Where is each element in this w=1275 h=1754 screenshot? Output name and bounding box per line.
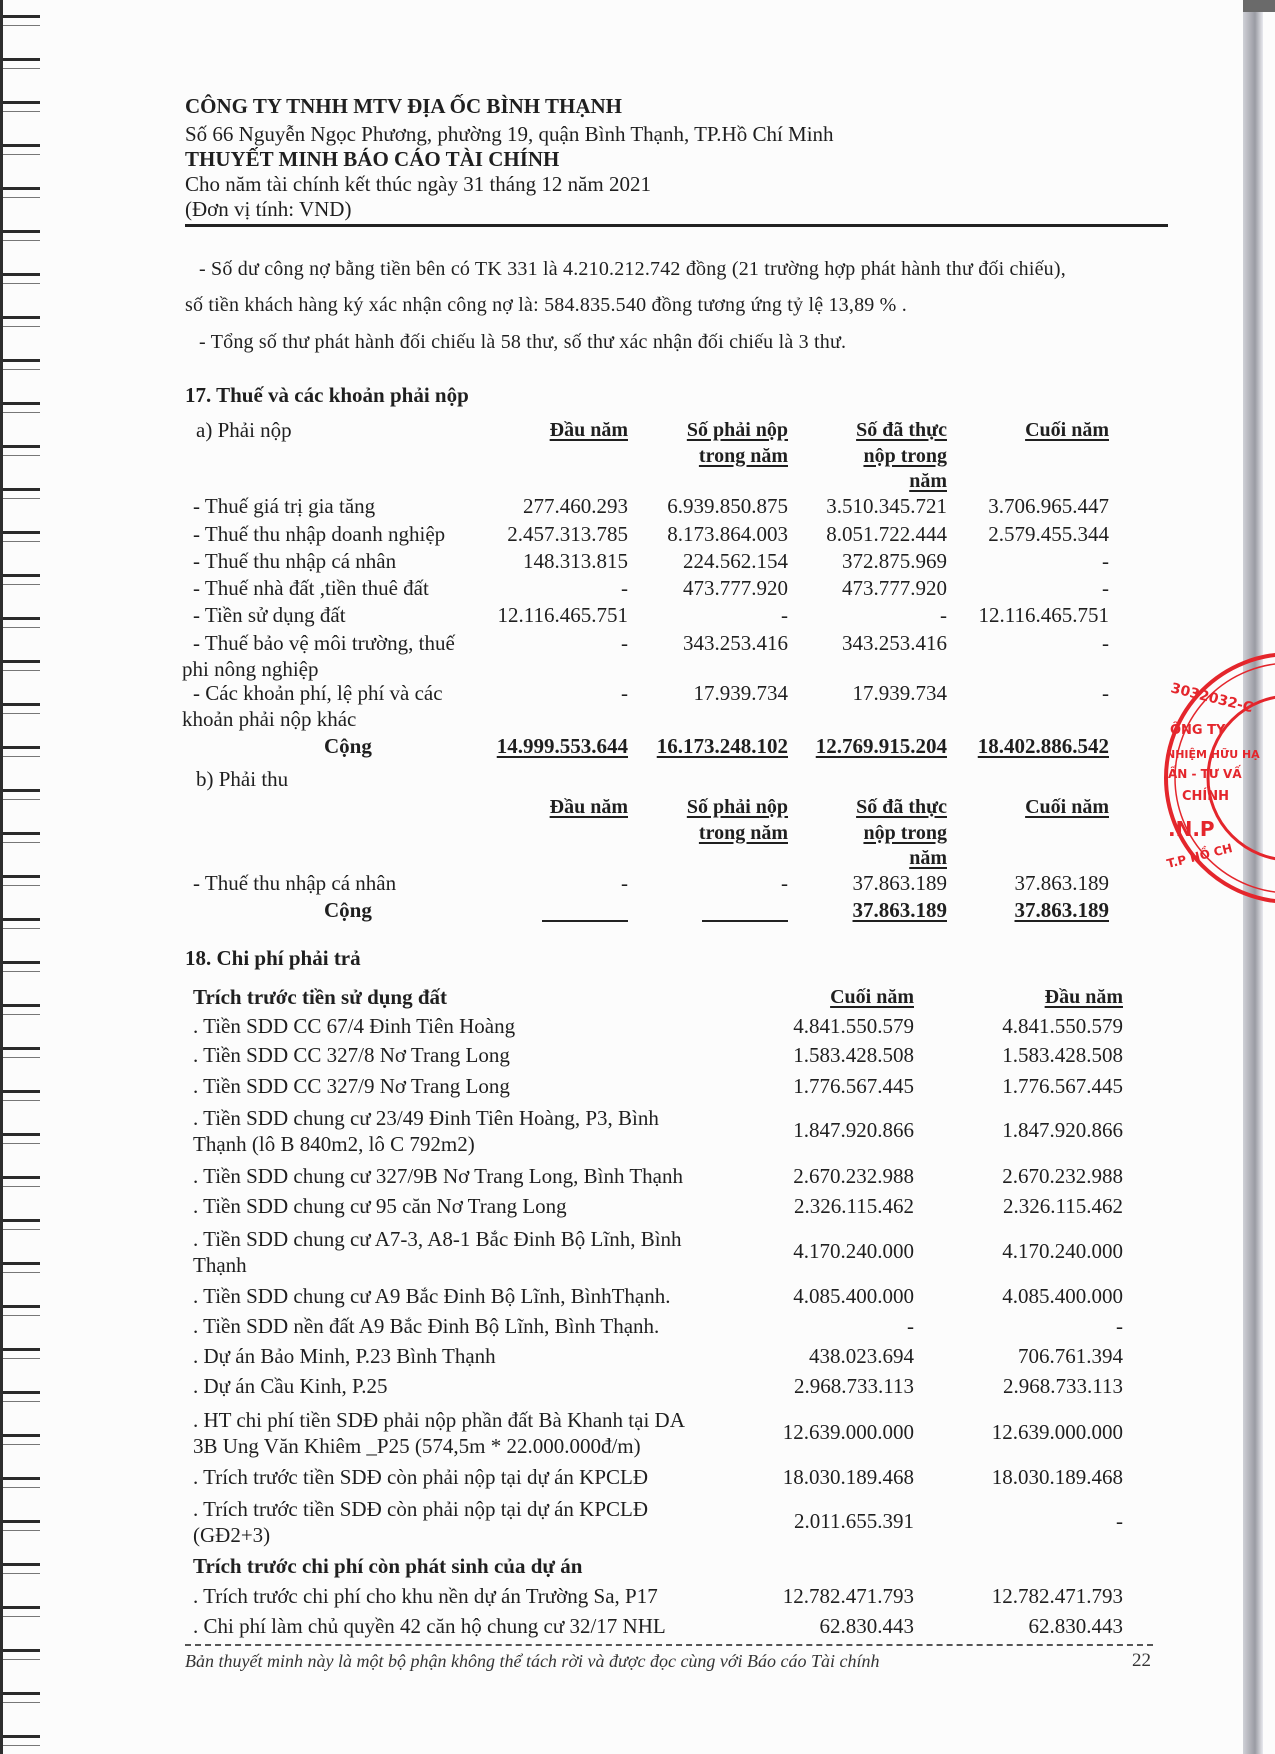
table-row bbox=[0, 871, 1243, 896]
total-label: Cộng bbox=[324, 898, 372, 922]
row-label: . Dự án Bảo Minh, P.23 Bình Thạnh bbox=[193, 1344, 496, 1368]
cell-value: 473.777.920 bbox=[683, 576, 788, 600]
group-heading: Trích trước chi phí còn phát sinh của dự án bbox=[193, 1554, 583, 1578]
seal-text: CHÍNH bbox=[1182, 789, 1230, 804]
table-row bbox=[0, 1314, 1243, 1339]
report-period: Cho năm tài chính kết thúc ngày 31 tháng 12 năm 2021 bbox=[185, 172, 651, 196]
row-label: . Tiền SDD chung cư A7-3, A8-1 Bắc Đinh Bộ Lĩnh, Bình Thạnh bbox=[193, 1227, 682, 1277]
row-label: . Tiền SDD CC 327/9 Nơ Trang Long bbox=[193, 1074, 510, 1098]
row-label: . Trích trước tiền SDĐ còn phải nộp tại dự án KPCLĐ bbox=[193, 1465, 649, 1489]
table-row bbox=[0, 1164, 1243, 1189]
column-header-paid-in-year: Số đã thực nộp trong năm bbox=[856, 796, 947, 869]
seal-text: .N.P bbox=[1168, 817, 1215, 841]
cell-value: 4.170.240.000 bbox=[1002, 1239, 1123, 1263]
column-header-opening: Đầu năm bbox=[549, 419, 628, 441]
table-row bbox=[0, 1408, 1243, 1458]
seal-text: ÔNG TY bbox=[1170, 723, 1226, 738]
seal-text: T.P HỒ CH bbox=[1165, 841, 1234, 871]
table-header-row bbox=[0, 985, 1243, 1010]
row-label: . Tiền SDD nền đất A9 Bắc Đinh Bộ Lĩnh, Bình Thạnh. bbox=[193, 1314, 660, 1338]
cell-value: 12.116.465.751 bbox=[497, 603, 628, 627]
cell-value: - bbox=[781, 603, 788, 627]
table-row bbox=[0, 576, 1243, 601]
cell-value: 17.939.734 bbox=[852, 681, 947, 705]
cell-value: 4.841.550.579 bbox=[793, 1014, 914, 1038]
row-label: - Thuế nhà đất ,tiền thuê đất bbox=[193, 576, 429, 600]
row-label: . Tiền SDD chung cư 95 căn Nơ Trang Long bbox=[193, 1194, 567, 1218]
page-number: 22 bbox=[1132, 1650, 1151, 1671]
cell-value: - bbox=[621, 631, 628, 655]
cell-value: 148.313.815 bbox=[523, 549, 628, 573]
cell-value: - bbox=[907, 1314, 914, 1338]
intro-paragraph: - Số dư công nợ bằng tiền bên có TK 331 là 4.210.212.742 đồng (21 trường hợp phát hành thư đối chiếu), bbox=[199, 258, 1066, 280]
column-header-payable-in-year: Số phải nộp trong năm bbox=[686, 796, 788, 844]
table-row bbox=[0, 1284, 1243, 1309]
cell-value: 2.011.655.391 bbox=[794, 1509, 914, 1533]
cell-value: 8.173.864.003 bbox=[667, 522, 788, 546]
row-label: - Tiền sử dụng đất bbox=[193, 603, 346, 627]
row-label: . Dự án Cầu Kinh, P.25 bbox=[193, 1374, 388, 1398]
cell-value: 2.579.455.344 bbox=[988, 522, 1109, 546]
cell-value: - bbox=[621, 576, 628, 600]
seal-text: NHIỆM HỮU HẠ bbox=[1166, 748, 1260, 761]
intro-paragraph: - Tổng số thư phát hành đối chiếu là 58 thư, số thư xác nhận đối chiếu là 3 thư. bbox=[199, 331, 847, 353]
table-row bbox=[0, 603, 1243, 628]
cell-value: 17.939.734 bbox=[693, 681, 788, 705]
table-total-row bbox=[0, 898, 1243, 923]
cell-value: 706.761.394 bbox=[1018, 1344, 1123, 1368]
row-label: . Tiền SDD CC 67/4 Đinh Tiên Hoàng bbox=[193, 1014, 516, 1038]
total-value: 16.173.248.102 bbox=[656, 734, 788, 758]
seal-text: ẤN - TƯ VẤ bbox=[1168, 767, 1242, 781]
seal-graphic bbox=[1140, 650, 1260, 900]
footer-note: Bản thuyết minh này là một bộ phận không thể tách rời và được đọc cùng với Báo cáo Tài chính bbox=[185, 1651, 880, 1671]
table-header-row bbox=[0, 418, 1243, 492]
cell-value: 12.116.465.751 bbox=[978, 603, 1109, 627]
table-row bbox=[0, 1194, 1243, 1219]
row-label: - Thuế thu nhập cá nhân bbox=[193, 549, 397, 573]
column-header-opening: Đầu năm bbox=[1044, 986, 1123, 1008]
cell-value: 62.830.443 bbox=[819, 1614, 914, 1638]
cell-value: 4.085.400.000 bbox=[1002, 1284, 1123, 1308]
company-name: CÔNG TY TNHH MTV ĐỊA ỐC BÌNH THẠNH bbox=[185, 94, 622, 118]
cell-value: 2.457.313.785 bbox=[507, 522, 628, 546]
row-label: - Thuế thu nhập cá nhân bbox=[193, 871, 397, 895]
cell-value: 2.326.115.462 bbox=[1003, 1194, 1123, 1218]
cell-value: 12.639.000.000 bbox=[782, 1420, 914, 1444]
cell-value: 8.051.722.444 bbox=[826, 522, 947, 546]
cell-value: 62.830.443 bbox=[1028, 1614, 1123, 1638]
cell-value: 37.863.189 bbox=[1014, 871, 1109, 895]
cell-value: - bbox=[1102, 681, 1109, 705]
cell-value: 343.253.416 bbox=[842, 631, 947, 655]
cell-value: 12.782.471.793 bbox=[991, 1584, 1123, 1608]
cell-value: 12.782.471.793 bbox=[782, 1584, 914, 1608]
section-18-title: 18. Chi phí phải trả bbox=[185, 946, 361, 970]
cell-value: 343.253.416 bbox=[683, 631, 788, 655]
cell-value: 2.968.733.113 bbox=[794, 1374, 914, 1398]
total-value: 18.402.886.542 bbox=[977, 734, 1109, 758]
column-header-opening: Đầu năm bbox=[549, 796, 628, 818]
table-row bbox=[0, 1014, 1243, 1039]
table-row bbox=[0, 1374, 1243, 1399]
receivable-subheading: b) Phải thu bbox=[196, 767, 289, 791]
payable-subheading: a) Phải nộp bbox=[196, 418, 292, 442]
cell-value: 1.776.567.445 bbox=[793, 1074, 914, 1098]
cell-value: - bbox=[781, 871, 788, 895]
row-label: - Thuế giá trị gia tăng bbox=[193, 494, 376, 518]
cell-value: 18.030.189.468 bbox=[991, 1465, 1123, 1489]
cell-value: 37.863.189 bbox=[852, 871, 947, 895]
table-total-row bbox=[0, 734, 1243, 759]
column-header-closing: Cuối năm bbox=[1025, 419, 1109, 441]
table-row bbox=[0, 1344, 1243, 1369]
table-row bbox=[0, 1043, 1243, 1068]
seal-text: 3032032-C bbox=[1169, 680, 1255, 717]
column-header-payable-in-year: Số phải nộp trong năm bbox=[686, 419, 788, 467]
table-row bbox=[0, 1227, 1243, 1277]
currency-unit: (Đơn vị tính: VND) bbox=[185, 197, 352, 221]
cell-value: 3.510.345.721 bbox=[826, 494, 947, 518]
cell-value: 438.023.694 bbox=[809, 1344, 914, 1368]
cell-value: - bbox=[1116, 1509, 1123, 1533]
report-title: THUYẾT MINH BÁO CÁO TÀI CHÍNH bbox=[185, 147, 560, 171]
intro-paragraph: số tiền khách hàng ký xác nhận công nợ là: 584.835.540 đồng tương ứng tỷ lệ 13,89 % . bbox=[185, 294, 907, 316]
table-row bbox=[0, 631, 1243, 681]
cell-value: 4.841.550.579 bbox=[1002, 1014, 1123, 1038]
total-value: 37.863.189 bbox=[852, 898, 947, 922]
table-row bbox=[0, 1106, 1243, 1156]
row-label: . Tiền SDD CC 327/8 Nơ Trang Long bbox=[193, 1043, 510, 1067]
cell-value: - bbox=[621, 681, 628, 705]
cell-value: 1.583.428.508 bbox=[1002, 1043, 1123, 1067]
cell-value: - bbox=[1102, 576, 1109, 600]
cell-value: 1.847.920.866 bbox=[793, 1118, 914, 1142]
total-value: 37.863.189 bbox=[1014, 898, 1109, 922]
row-label: . Chi phí làm chủ quyền 42 căn hộ chung cư 32/17 NHL bbox=[193, 1614, 666, 1638]
cell-value: - bbox=[621, 871, 628, 895]
cell-value: 1.776.567.445 bbox=[1002, 1074, 1123, 1098]
cell-value: - bbox=[1116, 1314, 1123, 1338]
cell-value: 372.875.969 bbox=[842, 549, 947, 573]
cell-value: 1.583.428.508 bbox=[793, 1043, 914, 1067]
total-value: 14.999.553.644 bbox=[496, 734, 628, 758]
row-label: - Các khoản phí, lệ phí và các khoản phải nộp khác bbox=[182, 681, 443, 731]
cell-value: 473.777.920 bbox=[842, 576, 947, 600]
cell-value: 12.639.000.000 bbox=[991, 1420, 1123, 1444]
table-row bbox=[0, 1074, 1243, 1099]
cell-value: - bbox=[940, 603, 947, 627]
page-edge bbox=[1243, 0, 1263, 1754]
cell-value: 2.968.733.113 bbox=[1003, 1374, 1123, 1398]
column-header-closing: Cuối năm bbox=[1025, 796, 1109, 818]
cell-value: - bbox=[1102, 549, 1109, 573]
cell-value: 6.939.850.875 bbox=[667, 494, 788, 518]
blank-total-underline bbox=[542, 920, 628, 922]
company-seal-stamp bbox=[1140, 650, 1260, 900]
column-header-closing: Cuối năm bbox=[830, 986, 914, 1008]
table-row bbox=[0, 1584, 1243, 1609]
group-heading: Trích trước tiền sử dụng đất bbox=[193, 985, 448, 1009]
cell-value: 2.670.232.988 bbox=[793, 1164, 914, 1188]
cell-value: 277.460.293 bbox=[523, 494, 628, 518]
column-header-paid-in-year: Số đã thực nộp trong năm bbox=[856, 419, 947, 492]
row-label: . HT chi phí tiền SDĐ phải nộp phần đất Bà Khanh tại DA 3B Ung Văn Khiêm _P25 (574,5m * 22.000.000đ/m) bbox=[193, 1408, 685, 1458]
row-label: . Tiền SDD chung cư 23/49 Đinh Tiên Hoàng, P3, Bình Thạnh (lô B 840m2, lô C 792m2) bbox=[193, 1106, 659, 1156]
table-row bbox=[0, 522, 1243, 547]
cell-value: 3.706.965.447 bbox=[988, 494, 1109, 518]
row-label: . Tiền SDD chung cư 327/9B Nơ Trang Long, Bình Thạnh bbox=[193, 1164, 683, 1188]
cell-value: 4.085.400.000 bbox=[793, 1284, 914, 1308]
footer-divider bbox=[185, 1644, 1153, 1646]
cell-value: 4.170.240.000 bbox=[793, 1239, 914, 1263]
table-row bbox=[0, 1614, 1243, 1639]
header-divider bbox=[185, 224, 1168, 227]
section-17-title: 17. Thuế và các khoản phải nộp bbox=[185, 383, 469, 407]
company-address: Số 66 Nguyễn Ngọc Phương, phường 19, quận Bình Thạnh, TP.Hồ Chí Minh bbox=[185, 122, 834, 146]
cell-value: - bbox=[1102, 631, 1109, 655]
group-heading-row bbox=[0, 1554, 1243, 1579]
total-label: Cộng bbox=[324, 734, 372, 758]
table-row bbox=[0, 549, 1243, 574]
cell-value: 224.562.154 bbox=[683, 549, 788, 573]
total-value: 12.769.915.204 bbox=[815, 734, 947, 758]
blank-total-underline bbox=[702, 920, 788, 922]
table-row bbox=[0, 1465, 1243, 1490]
table-row bbox=[0, 1497, 1243, 1547]
page-edge-top bbox=[1243, 0, 1275, 12]
row-label: . Tiền SDD chung cư A9 Bắc Đinh Bộ Lĩnh, BìnhThạnh. bbox=[193, 1284, 671, 1308]
row-label: . Trích trước tiền SDĐ còn phải nộp tại dự án KPCLĐ (GĐ2+3) bbox=[193, 1497, 649, 1547]
row-label: . Trích trước chi phí cho khu nền dự án Trường Sa, P17 bbox=[193, 1584, 658, 1608]
cell-value: 2.670.232.988 bbox=[1002, 1164, 1123, 1188]
row-label: - Thuế thu nhập doanh nghiệp bbox=[193, 522, 446, 546]
table-row bbox=[0, 494, 1243, 519]
cell-value: 18.030.189.468 bbox=[782, 1465, 914, 1489]
cell-value: 2.326.115.462 bbox=[794, 1194, 914, 1218]
cell-value: 1.847.920.866 bbox=[1002, 1118, 1123, 1142]
row-label: - Thuế bảo vệ môi trường, thuế phi nông nghiệp bbox=[182, 631, 455, 681]
